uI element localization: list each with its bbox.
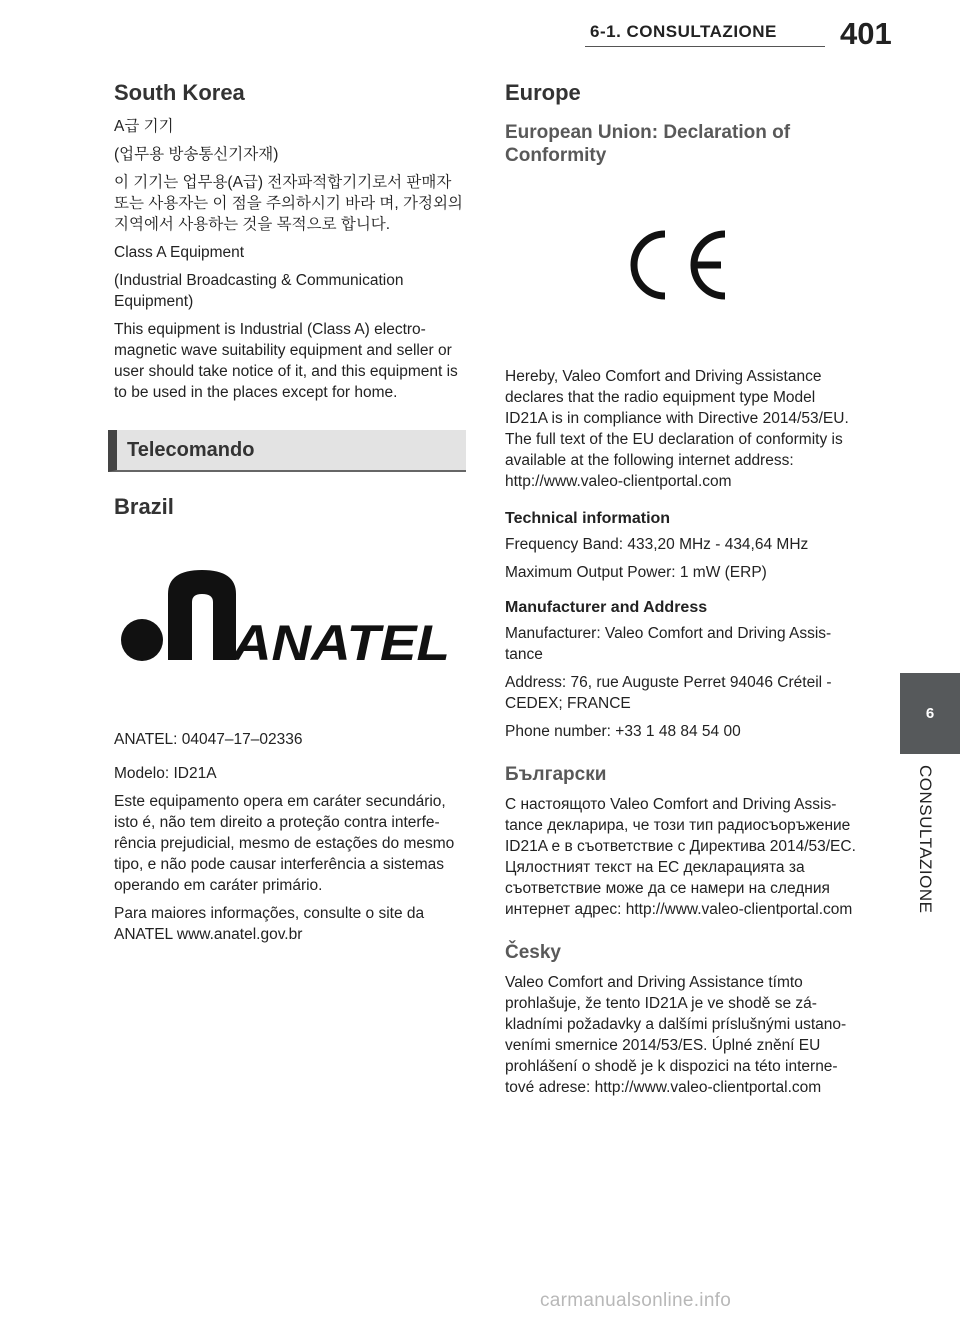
- banner-title: Telecomando: [127, 438, 255, 461]
- paragraph: Manufacturer: Valeo Comfort and Driving Assis-tance: [505, 624, 832, 663]
- brazil-section: [114, 494, 466, 945]
- paragraph: Address: 76, rue Auguste Perret 94046 Créteil - CEDEX; FRANCE: [505, 673, 832, 712]
- south-korea-section: [114, 80, 466, 403]
- paragraph: Modelo: ID21A: [114, 765, 217, 782]
- paragraph: Hereby, Valeo Comfort and Driving Assistance declares that the radio equipment type Model ID21A is in compliance with Directive 2014/53/EU. The full text of the EU declaration of conformity is available at the following internet address: http://www.valeo-clientportal.com: [505, 367, 849, 490]
- south-korea-heading: South Korea: [114, 80, 245, 105]
- czech-section: [505, 942, 857, 1098]
- chapter-tab-number: 6: [925, 705, 935, 722]
- eu-declaration-subheading: European Union: Declaration of Conformity: [505, 122, 791, 166]
- bulgarian-heading: Български: [505, 763, 607, 785]
- paragraph: Maximum Output Power: 1 mW (ERP): [505, 563, 767, 581]
- ce-mark: [623, 228, 733, 302]
- paragraph: (Industrial Broadcasting & Communication Equipment): [114, 272, 404, 310]
- header-section-title: 6-1. CONSULTAZIONE: [590, 22, 777, 41]
- europe-heading: Europe: [505, 80, 581, 105]
- paragraph: (업무용 방송통신기자재): [114, 146, 279, 163]
- paragraph: A급 기기: [114, 118, 174, 135]
- paragraph: ANATEL: 04047–17–02336: [114, 731, 303, 748]
- technical-info-heading: Technical information: [505, 509, 671, 527]
- paragraph: Class A Equipment: [114, 244, 245, 261]
- anatel-logo-arc: [168, 570, 236, 660]
- watermark: carmanualsonline.info: [540, 1290, 732, 1311]
- manufacturer-heading: Manufacturer and Address: [505, 598, 708, 616]
- ce-mark-c: [634, 234, 665, 296]
- telecomando-banner: [108, 430, 466, 472]
- header-rule: [585, 46, 825, 47]
- page-number: 401: [840, 16, 892, 51]
- paragraph: Frequency Band: 433,20 MHz - 434,64 MHz: [505, 535, 809, 553]
- bulgarian-section: [505, 764, 857, 920]
- left-column: [114, 80, 466, 952]
- right-column: [505, 80, 857, 1105]
- brazil-heading: Brazil: [114, 494, 174, 519]
- chapter-side-label: CONSULTAZIONE: [916, 765, 935, 914]
- chapter-tab: [900, 673, 960, 754]
- paragraph: Para maiores informações, consulte o site da ANATEL www.anatel.gov.br: [114, 905, 425, 943]
- paragraph: Valeo Comfort and Driving Assistance tímto prohlašuje, že tento ID21A je ve shodě se zá-kladními požadavky a dalšími príslušnými ustano-veními smernice 2014/53/ES. Úplné znění EU prohlášení o shodě je k dispozici na této interne-tové adrese: http://www.valeo-clientportal.com: [505, 973, 847, 1096]
- manufacturer-section: [505, 599, 857, 742]
- anatel-logo-wordmark: ANATEL: [229, 615, 450, 671]
- paragraph: Este equipamento opera em caráter secundário, isto é, não tem direito a proteção contra interfe-rência prejudicial, mesmo de estações do mesmo tipo, e não pode causar interferência a sistemas operando em caráter primário.: [114, 793, 455, 894]
- technical-info-section: [505, 510, 857, 583]
- anatel-logo: [116, 564, 456, 684]
- paragraph: This equipment is Industrial (Class A) electro-magnetic wave suitability equipment and seller or user should take notice of it, and this equipment is to be used in the places except for home.: [114, 321, 458, 401]
- paragraph: 이 기기는 업무용(A급) 전자파적합기기로서 판매자 또는 사용자는 이 점을 주의하시기 바라 며, 가정외의 지역에서 사용하는 것을 목적으로 합니다.: [114, 174, 463, 233]
- europe-section: [505, 80, 857, 492]
- anatel-logo-dot: [121, 619, 163, 661]
- paragraph: С настоящото Valeo Comfort and Driving Assis-tance декларира, че този тип радиосъоръжение ID21A е в съответствие с Директива 2014/53/ЕС. Цялостният текст на ЕС декларацията за съответствие може да се намери на следния интернет адрес: http://www.valeo-clientportal.com: [505, 795, 856, 918]
- czech-heading: Česky: [505, 941, 561, 963]
- paragraph: Phone number: +33 1 48 84 54 00: [505, 722, 741, 740]
